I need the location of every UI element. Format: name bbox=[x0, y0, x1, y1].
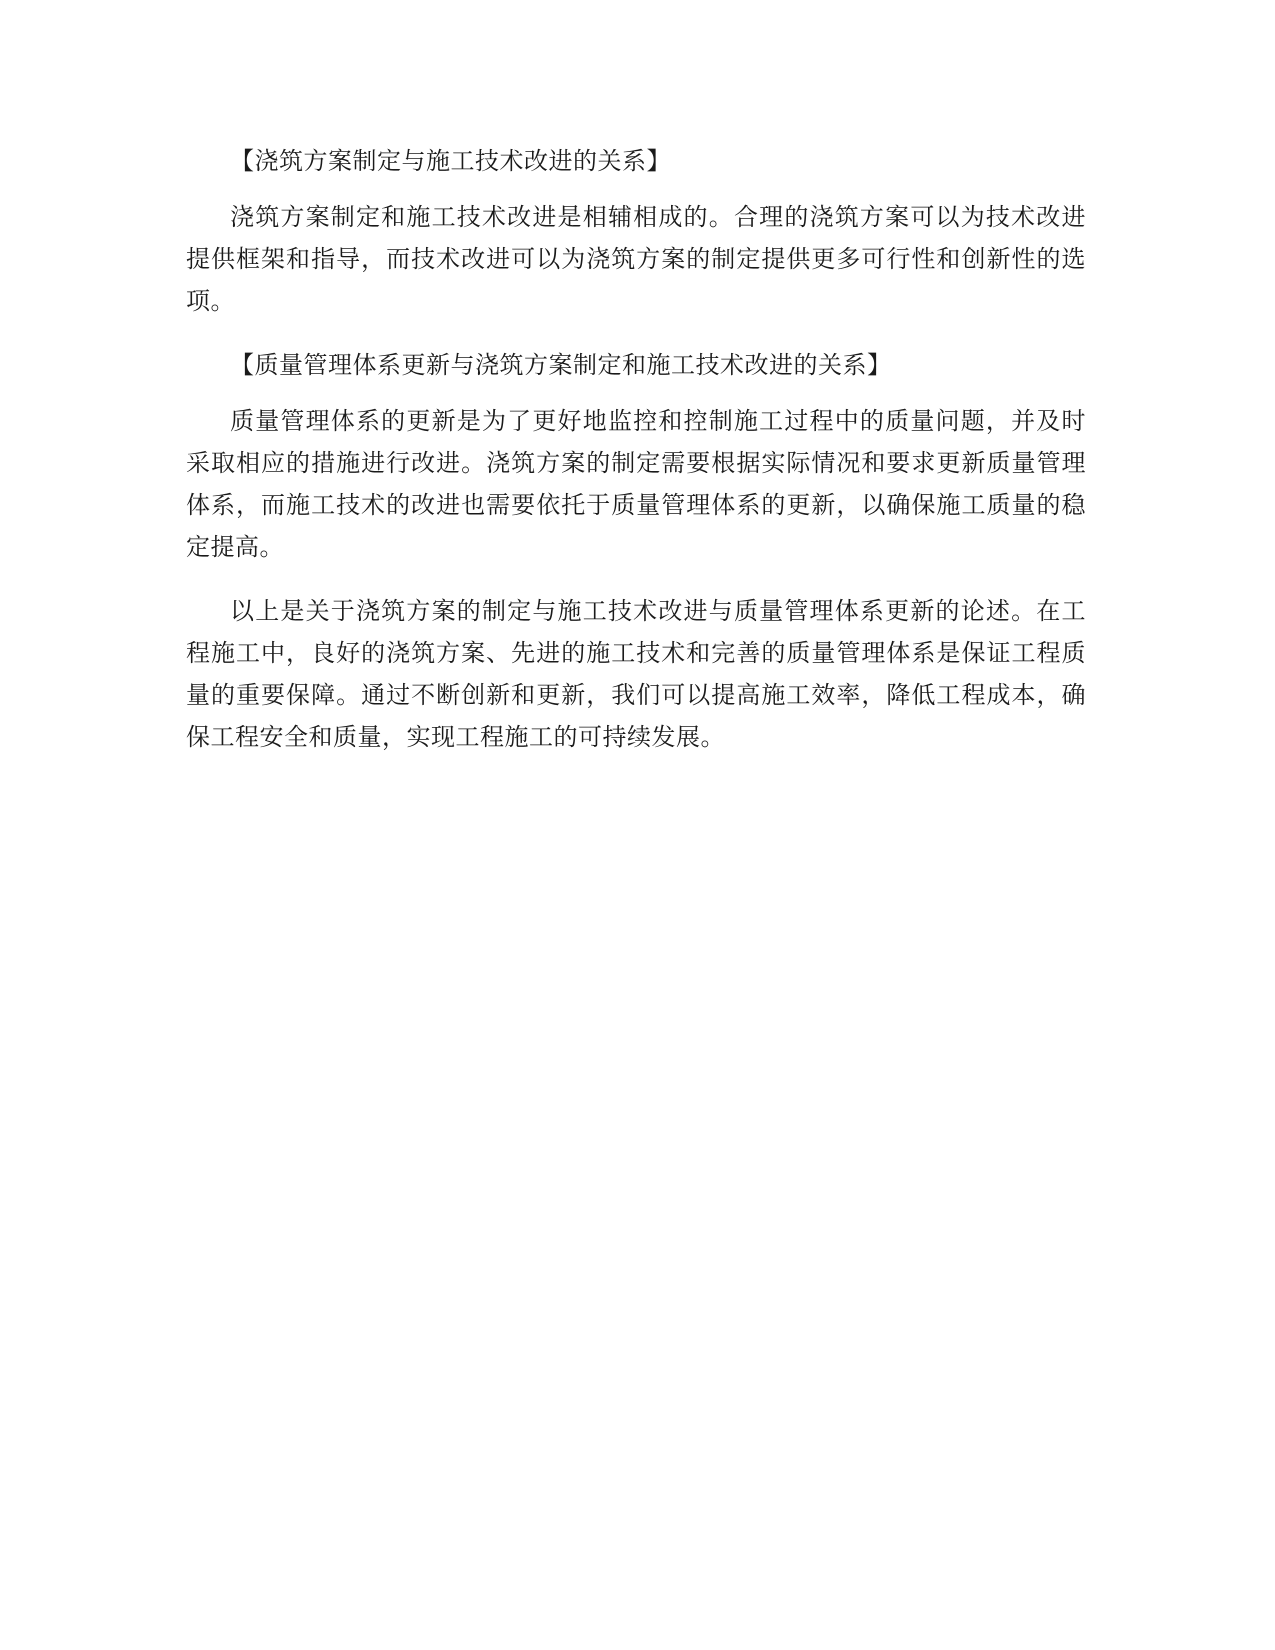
section-heading-2: 【质量管理体系更新与浇筑方案制定和施工技术改进的关系】 bbox=[230, 351, 892, 379]
conclusion-paragraph: 以上是关于浇筑方案的制定与施工技术改进与质量管理体系更新的论述。在工程施工中，良好的浇筑方案、先进的施工技术和完善的质量管理体系是保证工程质量的重要保障。通过不断创新和更新，我们可以提高施工效率，降低工程成本，确保工程安全和质量，实现工程施工的可持续发展。 bbox=[186, 597, 1086, 751]
document-body bbox=[186, 140, 1086, 780]
section-heading-1: 【浇筑方案制定与施工技术改进的关系】 bbox=[230, 147, 671, 175]
section-paragraph-1: 浇筑方案制定和施工技术改进是相辅相成的。合理的浇筑方案可以为技术改进提供框架和指导，而技术改进可以为浇筑方案的制定提供更多可行性和创新性的选项。 bbox=[186, 203, 1086, 315]
section-paragraph-2: 质量管理体系的更新是为了更好地监控和控制施工过程中的质量问题，并及时采取相应的措施进行改进。浇筑方案的制定需要根据实际情况和要求更新质量管理体系，而施工技术的改进也需要依托于质量管理体系的更新，以确保施工质量的稳定提高。 bbox=[186, 407, 1086, 561]
